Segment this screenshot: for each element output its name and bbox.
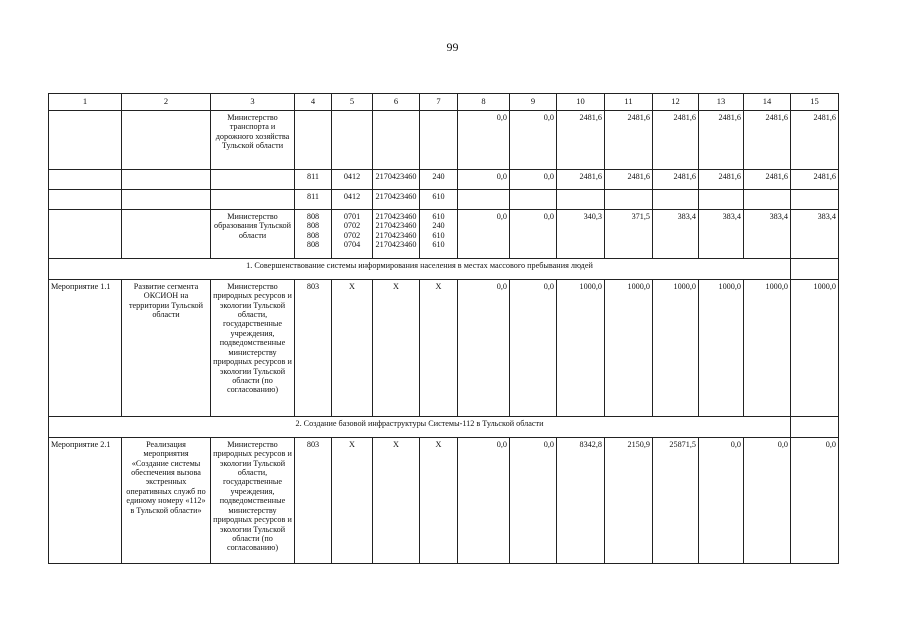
- cell-value: 340,3: [557, 209, 605, 258]
- table-row: [49, 169, 839, 189]
- section-empty-cell: [791, 258, 839, 279]
- cell-grbs: [295, 110, 332, 169]
- cell-value: 0,0: [744, 437, 791, 563]
- code-line: 240: [432, 221, 445, 231]
- cell-vr: 610: [420, 189, 458, 209]
- cell-event: [49, 169, 122, 189]
- cell-value: 1000,0: [791, 279, 839, 416]
- cell-value: 1000,0: [699, 279, 744, 416]
- cell-value: 2481,6: [557, 110, 605, 169]
- cell-value: 2481,6: [791, 110, 839, 169]
- cell-name: Реализация мероприятия «Создание системы обеспечения вызова экстренных оперативных служб по единому номеру «112» в Тульской области»: [122, 437, 211, 563]
- cell-csr: [373, 209, 420, 258]
- table-row: [49, 189, 839, 209]
- header-row: [49, 94, 839, 111]
- section-row: [49, 416, 839, 437]
- cell-value: 1000,0: [605, 279, 653, 416]
- code-line: 2170423460: [375, 211, 417, 221]
- cell-event: Мероприятие 1.1: [49, 279, 122, 416]
- cell-grbs: 803: [295, 437, 332, 563]
- cell-grbs: [295, 209, 332, 258]
- cell-value: [605, 189, 653, 209]
- cell-value: 2481,6: [557, 169, 605, 189]
- section-row: [49, 258, 839, 279]
- cell-value: 2481,6: [744, 110, 791, 169]
- cell-value: [791, 189, 839, 209]
- cell-value: 2481,6: [653, 110, 699, 169]
- code-line: 808: [306, 240, 320, 250]
- cell-value: 2481,6: [699, 169, 744, 189]
- code-line: 610: [432, 211, 445, 221]
- table-row: [49, 279, 839, 416]
- code-line: 610: [432, 240, 445, 250]
- cell-value: 1000,0: [557, 279, 605, 416]
- header-cell: 1: [49, 94, 122, 111]
- cell-value: 0,0: [458, 209, 510, 258]
- code-line: 0701: [343, 211, 361, 221]
- header-cell: 6: [373, 94, 420, 111]
- cell-value: [653, 189, 699, 209]
- cell-grbs: 803: [295, 279, 332, 416]
- cell-value: 0,0: [510, 110, 557, 169]
- cell-value: 25871,5: [653, 437, 699, 563]
- code-line: 2170423460: [375, 240, 417, 250]
- header-cell: 15: [791, 94, 839, 111]
- code-line: 808: [306, 211, 320, 221]
- table-row: [49, 209, 839, 258]
- cell-event: [49, 189, 122, 209]
- cell-value: [699, 189, 744, 209]
- cell-rzpr: Х: [332, 279, 373, 416]
- header-cell: 4: [295, 94, 332, 111]
- cell-value: 1000,0: [744, 279, 791, 416]
- cell-responsible: Министерство транспорта и дорожного хозяйства Тульской области: [211, 110, 295, 169]
- cell-rzpr: [332, 110, 373, 169]
- cell-value: 2481,6: [653, 169, 699, 189]
- cell-value: 371,5: [605, 209, 653, 258]
- header-cell: 3: [211, 94, 295, 111]
- cell-value: 0,0: [458, 279, 510, 416]
- code-line: 0702: [343, 230, 361, 240]
- code-line: 0704: [343, 240, 361, 250]
- cell-value: 0,0: [458, 437, 510, 563]
- cell-rzpr: Х: [332, 437, 373, 563]
- cell-rzpr: [332, 209, 373, 258]
- cell-value: 383,4: [744, 209, 791, 258]
- header-cell: 12: [653, 94, 699, 111]
- cell-responsible: [211, 189, 295, 209]
- cell-vr: 240: [420, 169, 458, 189]
- cell-value: [557, 189, 605, 209]
- cell-value: 0,0: [791, 437, 839, 563]
- cell-vr: [420, 209, 458, 258]
- code-line: 2170423460: [375, 230, 417, 240]
- code-line: 0702: [343, 221, 361, 231]
- cell-value: 383,4: [791, 209, 839, 258]
- cell-value: 1000,0: [653, 279, 699, 416]
- header-cell: 7: [420, 94, 458, 111]
- cell-value: 0,0: [699, 437, 744, 563]
- cell-vr: [420, 110, 458, 169]
- table-row: [49, 437, 839, 563]
- cell-responsible: [211, 169, 295, 189]
- cell-value: [458, 189, 510, 209]
- header-cell: 5: [332, 94, 373, 111]
- section-empty-cell: [791, 416, 839, 437]
- header-cell: 9: [510, 94, 557, 111]
- cell-vr: Х: [420, 279, 458, 416]
- cell-name: [122, 189, 211, 209]
- cell-value: 0,0: [458, 169, 510, 189]
- section-title: 1. Совершенствование системы информирования населения в местах массового пребывания людей: [49, 258, 791, 279]
- cell-event: Мероприятие 2.1: [49, 437, 122, 563]
- cell-value: 383,4: [653, 209, 699, 258]
- cell-vr: Х: [420, 437, 458, 563]
- cell-grbs: 811: [295, 169, 332, 189]
- cell-csr: 2170423460: [373, 169, 420, 189]
- cell-name: [122, 169, 211, 189]
- code-line: 610: [432, 230, 445, 240]
- code-line: 2170423460: [375, 221, 417, 231]
- cell-csr: [373, 110, 420, 169]
- header-cell: 8: [458, 94, 510, 111]
- cell-event: [49, 209, 122, 258]
- header-cell: 10: [557, 94, 605, 111]
- cell-value: 2150,9: [605, 437, 653, 563]
- budget-table: [48, 93, 839, 564]
- cell-value: [510, 189, 557, 209]
- cell-rzpr: 0412: [332, 169, 373, 189]
- cell-csr: Х: [373, 437, 420, 563]
- cell-value: 0,0: [510, 279, 557, 416]
- cell-name: [122, 110, 211, 169]
- cell-value: 8342,8: [557, 437, 605, 563]
- header-cell: 13: [699, 94, 744, 111]
- cell-value: 0,0: [510, 437, 557, 563]
- cell-responsible: Министерство природных ресурсов и экологии Тульской области, государственные учреждения, подведомственные министерству природных ресурсов и экологии Тульской области (по согласованию): [211, 279, 295, 416]
- cell-value: 2481,6: [791, 169, 839, 189]
- cell-value: 2481,6: [744, 169, 791, 189]
- code-line: 808: [306, 230, 320, 240]
- cell-name: Развитие сегмента ОКСИОН на территории Тульской области: [122, 279, 211, 416]
- cell-value: [744, 189, 791, 209]
- table-row: [49, 110, 839, 169]
- cell-value: 0,0: [458, 110, 510, 169]
- header-cell: 2: [122, 94, 211, 111]
- cell-value: 0,0: [510, 209, 557, 258]
- cell-value: 0,0: [510, 169, 557, 189]
- cell-responsible: Министерство образования Тульской области: [211, 209, 295, 258]
- cell-value: 2481,6: [605, 110, 653, 169]
- cell-csr: Х: [373, 279, 420, 416]
- cell-event: [49, 110, 122, 169]
- page-number: 99: [446, 40, 459, 54]
- code-line: 808: [306, 221, 320, 231]
- header-cell: 14: [744, 94, 791, 111]
- cell-value: 2481,6: [699, 110, 744, 169]
- section-title: 2. Создание базовой инфраструктуры Системы-112 в Тульской области: [49, 416, 791, 437]
- cell-responsible: Министерство природных ресурсов и экологии Тульской области, государственные учреждения, подведомственные министерству природных ресурсов и экологии Тульской области (по согласованию): [211, 437, 295, 563]
- cell-rzpr: 0412: [332, 189, 373, 209]
- cell-grbs: 811: [295, 189, 332, 209]
- cell-value: 2481,6: [605, 169, 653, 189]
- cell-name: [122, 209, 211, 258]
- header-cell: 11: [605, 94, 653, 111]
- cell-value: 383,4: [699, 209, 744, 258]
- cell-csr: 2170423460: [373, 189, 420, 209]
